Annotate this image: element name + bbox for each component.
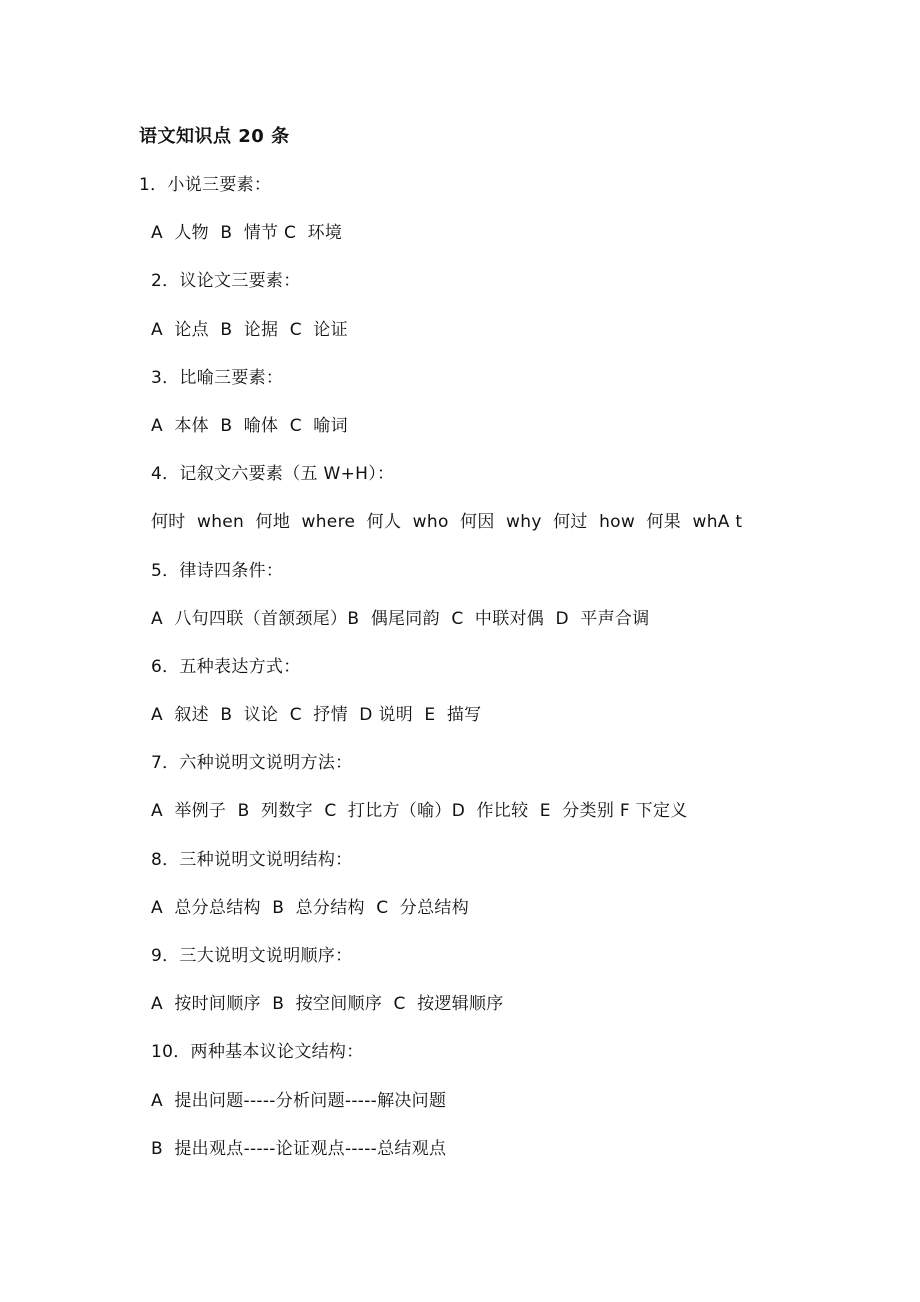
section-heading: 4．记叙文六要素（五 W+H）： bbox=[151, 464, 395, 485]
section-heading: 9．三大说明文说明顺序： bbox=[151, 946, 353, 966]
section-content: A 按时间顺序 B 按空间顺序 C 按逻辑顺序 bbox=[151, 994, 504, 1015]
section-content: A 本体 B 喻体 C 喻词 bbox=[151, 415, 348, 436]
section-content: B 提出观点-----论证观点-----总结观点 bbox=[151, 1138, 447, 1159]
section-content: A 提出问题-----分析问题-----解决问题 bbox=[151, 1090, 447, 1111]
section-heading: 10．两种基本议论文结构： bbox=[151, 1042, 364, 1063]
section-content: 何时 when 何地 where 何人 who 何因 why 何过 how 何果 whA t bbox=[151, 512, 743, 533]
section-content: A 叙述 B 议论 C 抒情 D 说明 E 描写 bbox=[151, 705, 482, 726]
section-content: A 总分总结构 B 总分结构 C 分总结构 bbox=[151, 897, 469, 918]
document-title: 语文知识点 20 条 bbox=[139, 126, 290, 147]
section-heading: 8．三种说明文说明结构： bbox=[151, 849, 353, 870]
section-heading: 1．小说三要素： bbox=[139, 175, 272, 195]
section-heading: 3．比喻三要素： bbox=[151, 367, 284, 388]
section-content: A 举例子 B 列数字 C 打比方（喻）D 作比较 E 分类别 F 下定义 bbox=[151, 801, 688, 822]
section-heading: 7．六种说明文说明方法： bbox=[151, 753, 353, 774]
section-heading: 5．律诗四条件： bbox=[151, 560, 284, 581]
section-heading: 2．议论文三要素： bbox=[151, 271, 301, 292]
document-body bbox=[0, 172, 920, 1184]
section-content: A 八句四联（首颔颈尾）B 偶尾同韵 C 中联对偶 D 平声合调 bbox=[151, 608, 650, 629]
section-heading: 6．五种表达方式： bbox=[151, 656, 301, 677]
section-content: A 论点 B 论据 C 论证 bbox=[151, 319, 348, 340]
section-content: A 人物 B 情节 C 环境 bbox=[151, 223, 343, 244]
